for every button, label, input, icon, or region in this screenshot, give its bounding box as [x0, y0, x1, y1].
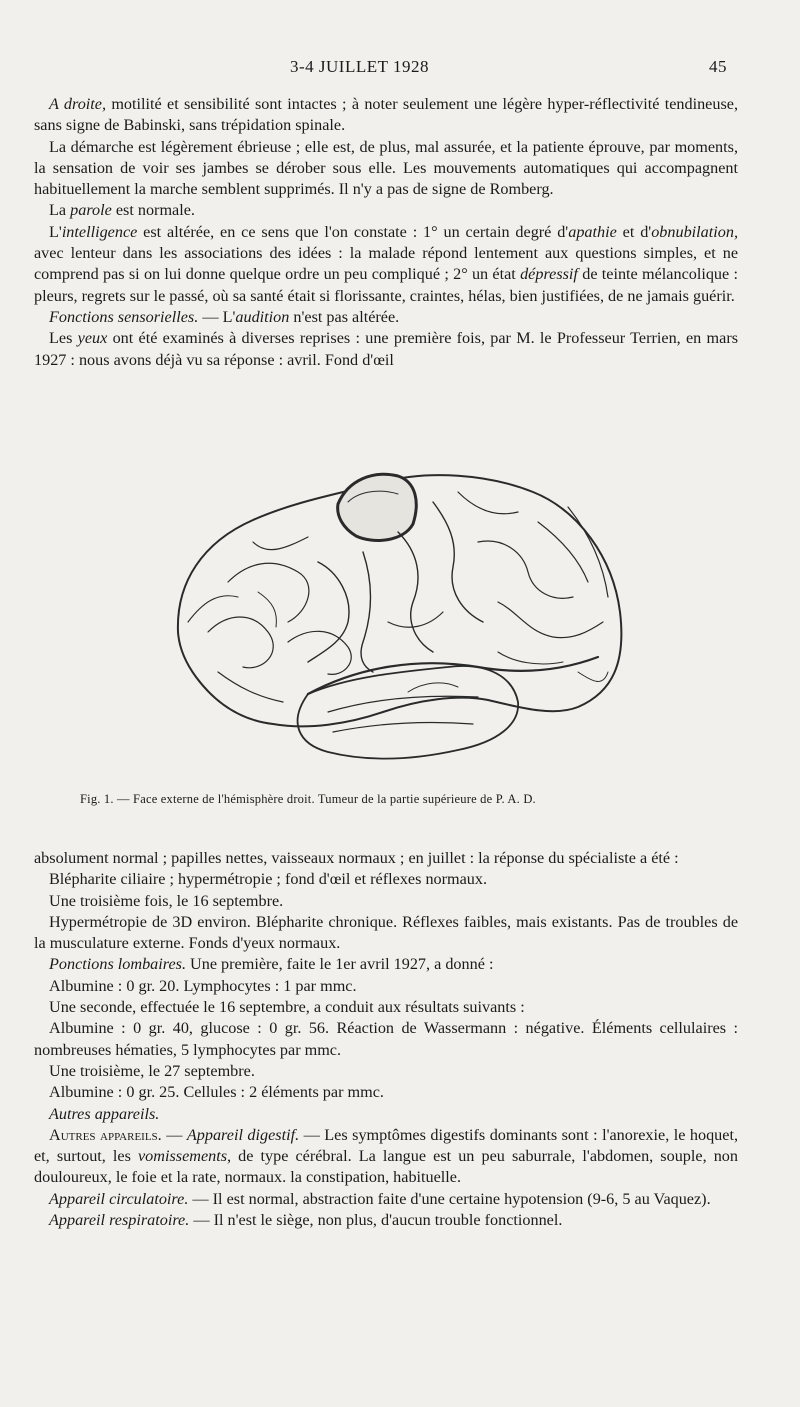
paragraph-second-puncture: Une seconde, effectuée le 16 septembre, a conduit aux résultats suivants : [49, 998, 525, 1017]
running-header [0, 57, 800, 81]
paragraph-text: L' [49, 222, 62, 241]
italic-term: intelligence [61, 222, 138, 241]
italic-term: Appareil respiratoire. [49, 1211, 190, 1230]
italic-term: Appareil digestif. [186, 1125, 300, 1144]
paragraph-other-systems-heading: Autres appareils. [49, 1104, 160, 1123]
header-title: 3-4 JUILLET 1928 [290, 57, 429, 76]
paragraph-respiratory [34, 1210, 738, 1231]
italic-term: dépressif [520, 265, 578, 284]
paragraph-text: est altérée, en ce sens que l'on constate : 1° un certain degré d' [137, 222, 569, 241]
paragraph-text: est normale. [111, 201, 195, 220]
paragraph-text: ont été examinés à diverses reprises : une première fois, par M. le Professeur Terrien, en mars 1927 : nous avons déjà vu sa réponse : avril. Fond d'œil [34, 329, 739, 369]
paragraph-sensory [34, 307, 738, 328]
top-text-block [34, 94, 738, 371]
paragraph-text: et d' [616, 222, 652, 241]
italic-term: A droite, [49, 95, 107, 113]
paragraph-text: — [161, 1125, 187, 1144]
paragraph-eye-followup: absolument normal ; papilles nettes, vaisseaux normaux ; en juillet : la réponse du spécialiste a été : [34, 849, 679, 867]
paragraph-lumbar-punctures [34, 954, 738, 975]
paragraph-second-result: Albumine : 0 gr. 40, glucose : 0 gr. 56. Réaction de Wassermann : négative. Éléments cellulaires : nombreuses hématies, 5 lymphocytes par mmc. [34, 1019, 738, 1059]
paragraph-gait: La démarche est légèrement ébrieuse ; elle est, de plus, mal assurée, et la patiente éprouve, par moments, la sensation de voir ses jambes se dérober sous elle. Les mouvements automatiques qui accompagnent habituellement la marche semblent supprimés. Il n'y a pas de signe de Romberg. [34, 137, 738, 199]
paragraph-text: — Les symptômes digestifs dominants sont : l'anorexie, le hoquet, et, surtout, les [34, 1125, 739, 1166]
paragraph-first-result: Albumine : 0 gr. 20. Lymphocytes : 1 par mmc. [49, 976, 357, 995]
figure-caption [80, 792, 720, 807]
paragraph-text: de type cérébral. La langue est un peu saburrale, l'abdomen, souple, non douloureux, le foie et la rate, normaux. la constipation, habituelle. [34, 1147, 738, 1187]
paragraph-third-exam: Une troisième fois, le 16 septembre. [49, 891, 284, 910]
figure-caption-text: — Face externe de l'hémisphère droit. Tumeur de la partie supérieure de P. A. D. [113, 792, 536, 806]
paragraph-text: motilité et sensibilité sont intactes ; à noter seulement une légère hyper-réflectivité tendineuse, sans signe de Babinski, sans trépidation spinale. [34, 95, 738, 135]
paragraph-text: — Il n'est le siège, non plus, d'aucun trouble fonctionnel. [189, 1211, 563, 1230]
paragraph-text: avec lenteur dans les associations des idées : la malade répond lentement aux questions simples, et ne comprend pas si on lui donne quelque ordre un peu compliqué ; 2° un état [34, 244, 738, 284]
italic-term: Appareil circulatoire. [49, 1189, 189, 1208]
paragraph-intelligence [34, 222, 738, 307]
paragraph-third-puncture: Une troisième, le 27 septembre. [49, 1061, 255, 1080]
paragraph-text: Les [49, 329, 78, 348]
paragraph-digestive [34, 1125, 738, 1189]
italic-term: vomissements, [138, 1147, 232, 1166]
paragraph-right-side [34, 94, 738, 137]
paragraph-text: de teinte mélancolique : pleurs, regrets sur le passé, où sa santé était si florissante, craintes, hélas, bien justifiées, de ne jamais guérir. [34, 265, 738, 305]
paragraph-eyes [34, 328, 738, 371]
paragraph-circulatory [34, 1189, 738, 1210]
paragraph-text: n'est pas altérée. [289, 307, 400, 326]
smallcaps-term: Autres appareils. [49, 1125, 162, 1144]
italic-term: obnubilation, [651, 222, 738, 241]
paragraph-text: — Il est normal, abstraction faite d'une certaine hypotension (9-6, 5 au Vaquez). [188, 1189, 711, 1208]
italic-term: apathie [568, 222, 617, 241]
italic-term: Fonctions sensorielles. [49, 307, 199, 326]
italic-term: parole [70, 201, 112, 220]
brain-illustration [158, 462, 628, 790]
bottom-text-block [34, 848, 738, 1231]
italic-term: yeux [77, 329, 108, 348]
brain-drawing [158, 462, 628, 790]
paragraph-text: — L' [198, 307, 236, 326]
paragraph-third-result: Albumine : 0 gr. 25. Cellules : 2 éléments par mmc. [49, 1083, 384, 1102]
paragraph-text: Une première, faite le 1er avril 1927, a donné : [186, 955, 494, 974]
italic-term: Ponctions lombaires. [49, 955, 186, 974]
paragraph-text: La [49, 201, 71, 220]
page-number: 45 [709, 57, 727, 76]
paragraph-hypermetropia: Hypermétropie de 3D environ. Blépharite chronique. Réflexes faibles, mais existants. Pas de troubles de la musculature externe. Fonds d'yeux normaux. [34, 912, 738, 953]
italic-term: audition [235, 307, 290, 326]
paragraph-speech [34, 200, 738, 221]
paragraph-blepharitis: Blépharite ciliaire ; hypermétropie ; fond d'œil et réflexes normaux. [49, 870, 488, 889]
figure-label: Fig. 1. [80, 792, 114, 806]
